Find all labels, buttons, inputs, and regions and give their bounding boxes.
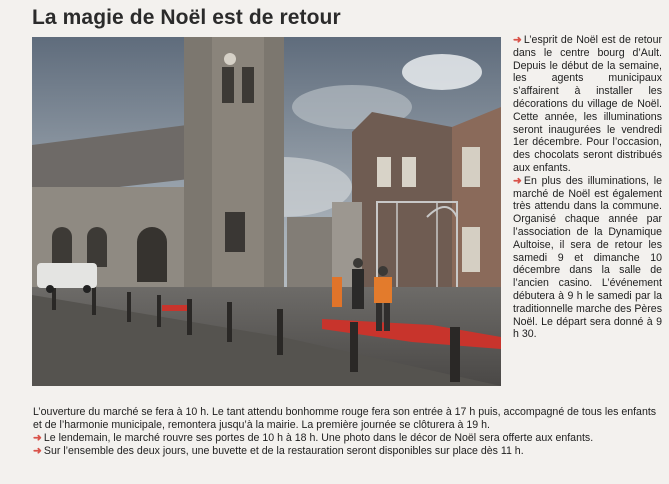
side-paragraph xyxy=(513,175,662,341)
arrow-icon: ➜ xyxy=(33,444,42,457)
article-photo xyxy=(32,37,501,386)
bottom-paragraph xyxy=(33,432,665,445)
bottom-paragraph xyxy=(33,445,665,458)
bottom-paragraph-text: Le lendemain, le marché rouvre ses portes de 10 h à 18 h. Une photo dans le décor de Noël sera offerte aux enfants. xyxy=(43,431,594,444)
bottom-paragraph-text: Sur l’ensemble des deux jours, une buvette et de la restauration seront disponibles sur place dès 11 h. xyxy=(43,444,524,457)
bottom-text xyxy=(33,406,665,458)
side-paragraph-text: En plus des illuminations, le marché de Noël est également très attendu dans la commune. Organisé chaque année par l’association de la Dynamique Aultoise, il sera de retour les samedi 9 et dimanche 10 décembre dans la salle de l’ancien casino. L’événement débutera à 9 h le samedi par la traditionnelle marche des Pères Noël. Le départ sera donné à 9 h 30. xyxy=(513,174,662,341)
side-column xyxy=(513,34,662,341)
bottom-paragraph-text: L’ouverture du marché se fera à 10 h. Le tant attendu bonhomme rouge fera son entrée à 17 h puis, accompagné de tous les enfants et de l’harmonie municipale, remontera jusqu’à la mairie. La première journée se clôturera à 19 h. xyxy=(33,406,657,431)
arrow-icon: ➜ xyxy=(33,431,42,444)
article-headline: La magie de Noël est de retour xyxy=(32,6,341,29)
side-paragraph xyxy=(513,34,662,175)
side-paragraph-text: L’esprit de Noël est de retour dans le centre bourg d’Ault. Depuis le début de la semaine, les agents municipaux s’affairent à installer les décorations du village de Noël. Cette année, les illuminations seront inaugurées le vendredi 1er décembre. Pour l’occasion, des chocolats seront distribués aux enfants. xyxy=(513,34,662,174)
arrow-icon: ➜ xyxy=(513,34,522,46)
bottom-paragraph xyxy=(33,406,665,432)
arrow-icon: ➜ xyxy=(513,174,522,187)
